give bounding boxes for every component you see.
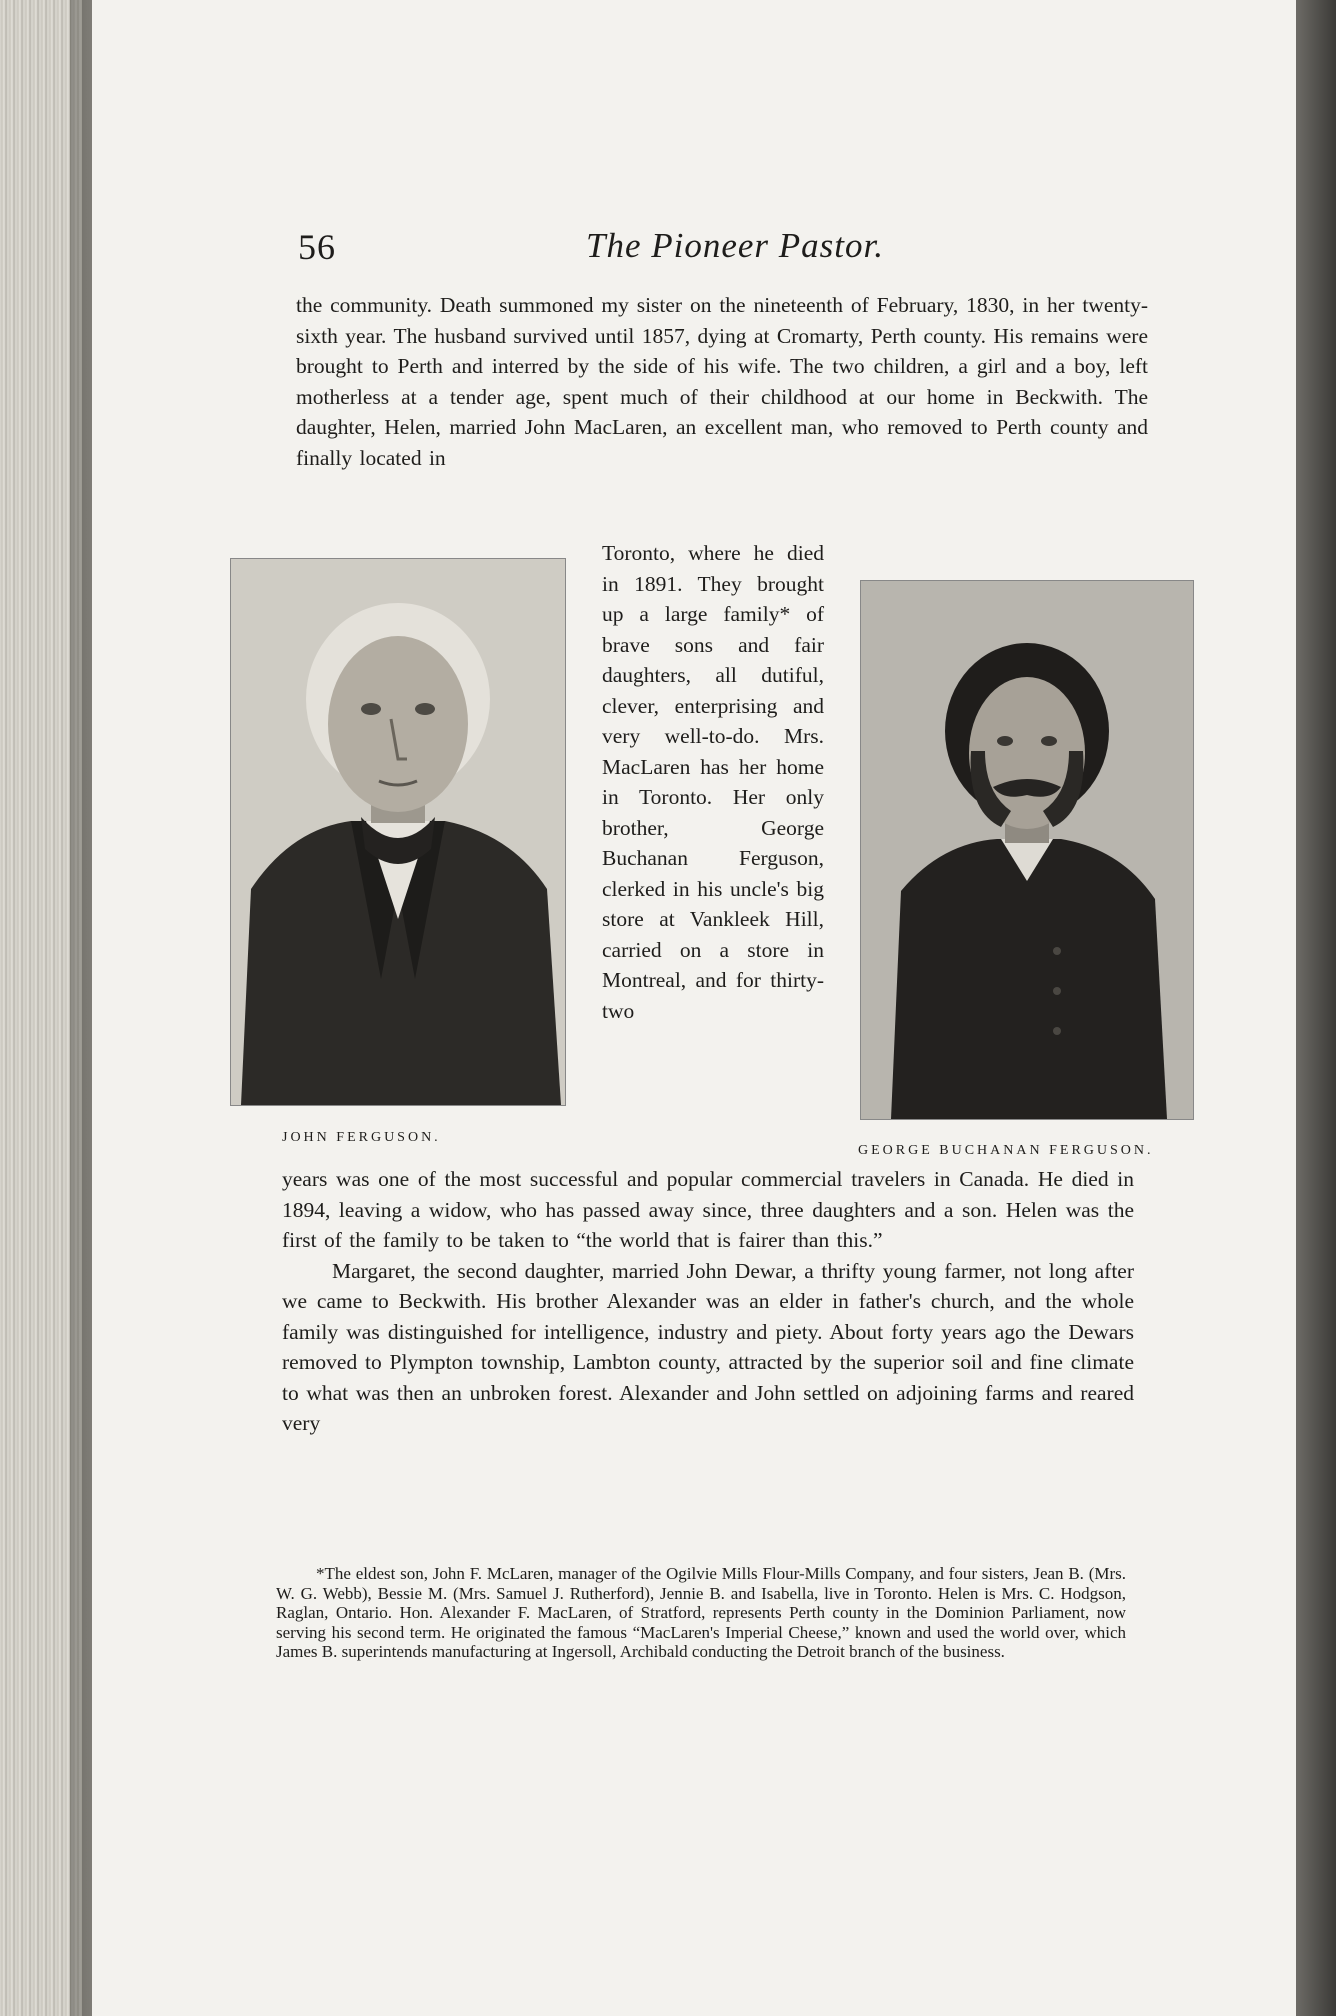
right-gutter bbox=[1296, 0, 1336, 2016]
body-text-column bbox=[602, 538, 824, 1026]
body-text-bottom bbox=[282, 1164, 1134, 1439]
paragraph-continued: years was one of the most successful and popular commercial travelers in Canada. He died in 1894, leaving a widow, who has passed away since, three daughters and a son. Helen was the first of the family to be taken to “the world that is fairer than this.” bbox=[282, 1167, 1134, 1252]
paragraph-top: the community. Death summoned my sister on the nineteenth of February, 1830, in her twenty-sixth year. The husband survived until 1857, dying at Cromarty, Perth county. His remains were brought to Perth and interred by the side of his wife. The two children, a girl and a boy, left motherless at a tender age, spent much of their childhood at our home in Beckwith. The daughter, Helen, married John MacLaren, an excellent man, who removed to Perth county and finally located in bbox=[296, 293, 1148, 470]
body-text-top bbox=[296, 290, 1148, 473]
caption-john-ferguson: JOHN FERGUSON. bbox=[282, 1130, 441, 1145]
caption-george-buchanan-ferguson: GEORGE BUCHANAN FERGUSON. bbox=[858, 1143, 1154, 1158]
page-number: 56 bbox=[298, 227, 336, 267]
paragraph-column: Toronto, where he died in 1891. They brought up a large family* of brave sons and fair daughters, all dutiful, clever, enterprising and very well-to-do. Mrs. MacLaren has her home in Toronto. Her only brother, George Buchanan Ferguson, clerked in his uncle's big store at Vankleek Hill, carried on a store in Montreal, and for thirty-two bbox=[602, 541, 824, 1023]
footnote-text: *The eldest son, John F. McLaren, manager of the Ogilvie Mills Flour-Mills Company, and four sisters, Jean B. (Mrs. W. G. Webb), Bessie M. (Mrs. Samuel J. Rutherford), Jennie B. and Isabella, live in Toronto. Helen is Mrs. C. Hodgson, Raglan, Ontario. Hon. Alexander F. MacLaren, of Stratford, represents Perth county in the Dominion Parliament, now serving his second term. He originated the famous “MacLaren's Imperial Cheese,” known and used the world over, which James B. superintends manufacturing at Ingersoll, Archibald conducting the Detroit branch of the business. bbox=[276, 1564, 1126, 1661]
footnote bbox=[276, 1564, 1126, 1662]
paragraph-margaret: Margaret, the second daughter, married John Dewar, a thrifty young farmer, not long after we came to Beckwith. His brother Alexander was an elder in father's church, and the whole family was distinguished for intelligence, industry and piety. About forty years ago the Dewars removed to Plympton township, Lambton county, attracted by the superior soil and fine climate to what was then an unbroken forest. Alexander and John settled on adjoining farms and reared very bbox=[282, 1258, 1134, 1435]
portrait-george-buchanan-ferguson bbox=[860, 580, 1194, 1120]
portrait-john-ferguson-image bbox=[231, 559, 565, 1105]
portrait-george-ferguson-image bbox=[861, 581, 1193, 1119]
running-title: The Pioneer Pastor. bbox=[586, 226, 885, 265]
portrait-john-ferguson bbox=[230, 558, 566, 1106]
